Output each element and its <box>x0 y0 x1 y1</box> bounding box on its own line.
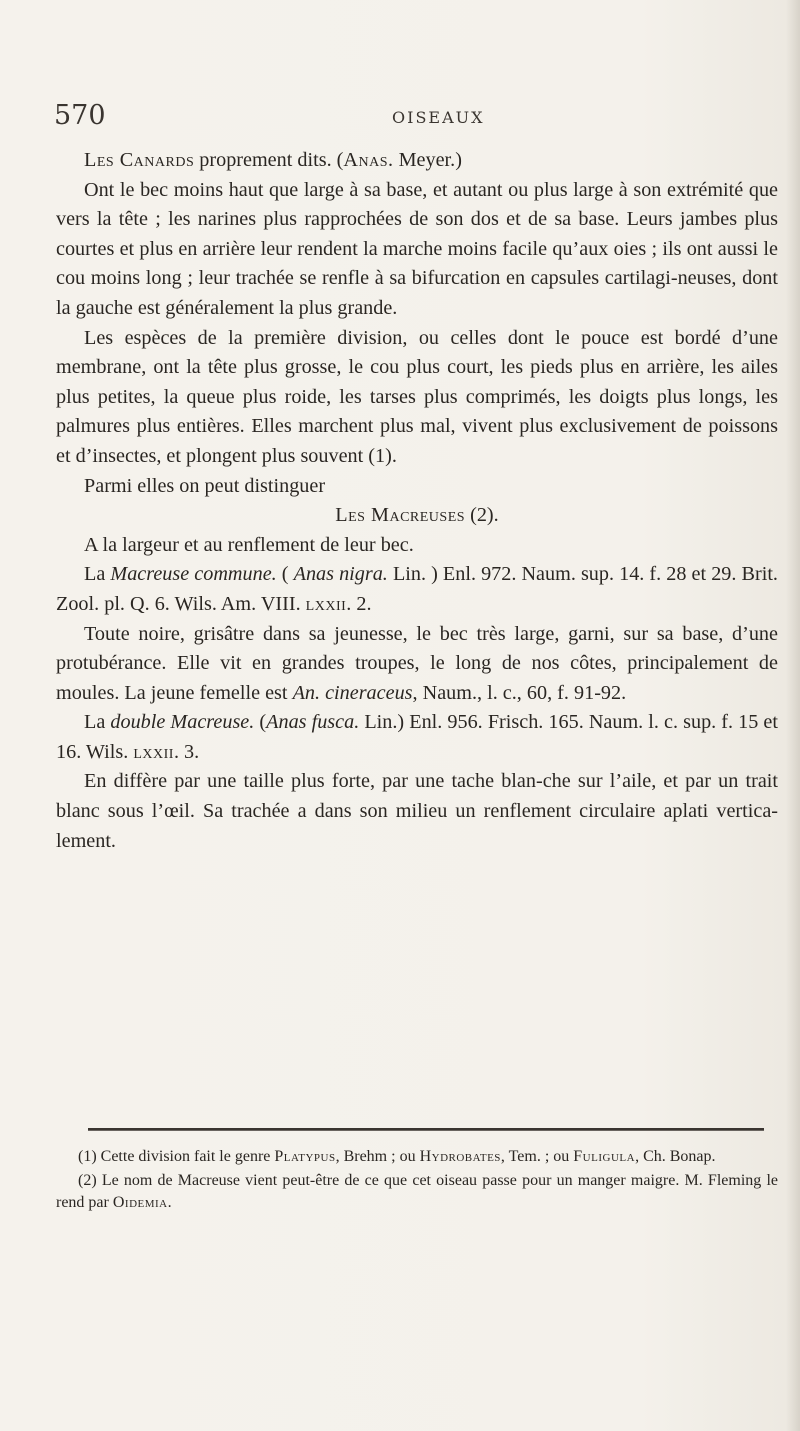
page-number: 570 <box>54 100 106 131</box>
subheading-macreuses: Les Macreuses (2). <box>335 504 499 527</box>
paragraph-characteristics: Ont le bec moins haut que large à sa base, et autant ou plus large à son extrémité que vers la tête ; les narines plus rapprochées de son dos et de sa base. Leurs jambes plus courtes et plus en arrière leur rendent la marche moins facile qu’aux oies ; ils ont aussi le cou moins long ; leur trachée se renfle à sa bifurcation en capsules cartilagi-neuses, dont la gauche est généralement la plus grande. <box>56 178 778 319</box>
page-header <box>54 100 784 134</box>
paragraph-double-macreuse-description: En diffère par une taille plus forte, par une tache blan-che sur l’aile, et par un trait blanc sous l’œil. Sa trachée a dans son milieu un renflement circulaire aplati vertica-lement. <box>56 770 778 852</box>
page-edge-shadow <box>786 0 800 1431</box>
paragraph-intro-macreuses: Parmi elles on peut distinguer <box>84 474 326 497</box>
paragraph-first-division: Les espèces de la première division, ou celles dont le pouce est bordé d’une membrane, ont la tête plus grosse, le cou plus court, les pieds plus en arrière, les ailes plus petites, la queue plus roide, les tarses plus comprimés, les doigts plus longs, les palmures plus entières. Elles marchent plus mal, vivent plus exclusivement de poissons et d’insectes, et plongent plus souvent (1). <box>56 326 778 467</box>
entry-macreuse-commune: La Macreuse commune. ( Anas nigra. Lin. ) Enl. 972. Naum. sup. 14. f. 28 et 29. Brit. Zool. pl. Q. 6. Wils. Am. VIII. lxxii. 2. <box>56 563 778 615</box>
paragraph-macreuse-description: Toute noire, grisâtre dans sa jeunesse, le bec très large, garni, sur sa base, d’une protubérance. Elle vit en grandes troupes, le long de nos côtes, principalement de moules. La jeune femelle est An. cineraceus, Naum., l. c., 60, f. 91-92. <box>56 622 778 704</box>
paragraph-bill: A la largeur et au renflement de leur bec. <box>84 533 414 556</box>
footnote-1: (1) Cette division fait le genre Platypus, Brehm ; ou Hydrobates, Tem. ; ou Fuligula, Ch. Bonap. <box>78 1148 716 1165</box>
footnotes <box>56 1146 778 1216</box>
main-text <box>56 146 778 856</box>
entry-double-macreuse: La double Macreuse. (Anas fusca. Lin.) Enl. 956. Frisch. 165. Naum. l. c. sup. f. 15 et 16. Wils. lxxii. 3. <box>56 711 779 763</box>
running-title: OISEAUX <box>392 108 485 127</box>
footnote-rule <box>88 1128 764 1131</box>
section-heading: Les Canards proprement dits. (Anas. Meyer.) <box>84 149 462 171</box>
footnote-2: (2) Le nom de Macreuse vient peut-être de ce que cet oiseau passe pour un manger maigre. M. Fleming le rend par Oidemia. <box>56 1172 778 1211</box>
